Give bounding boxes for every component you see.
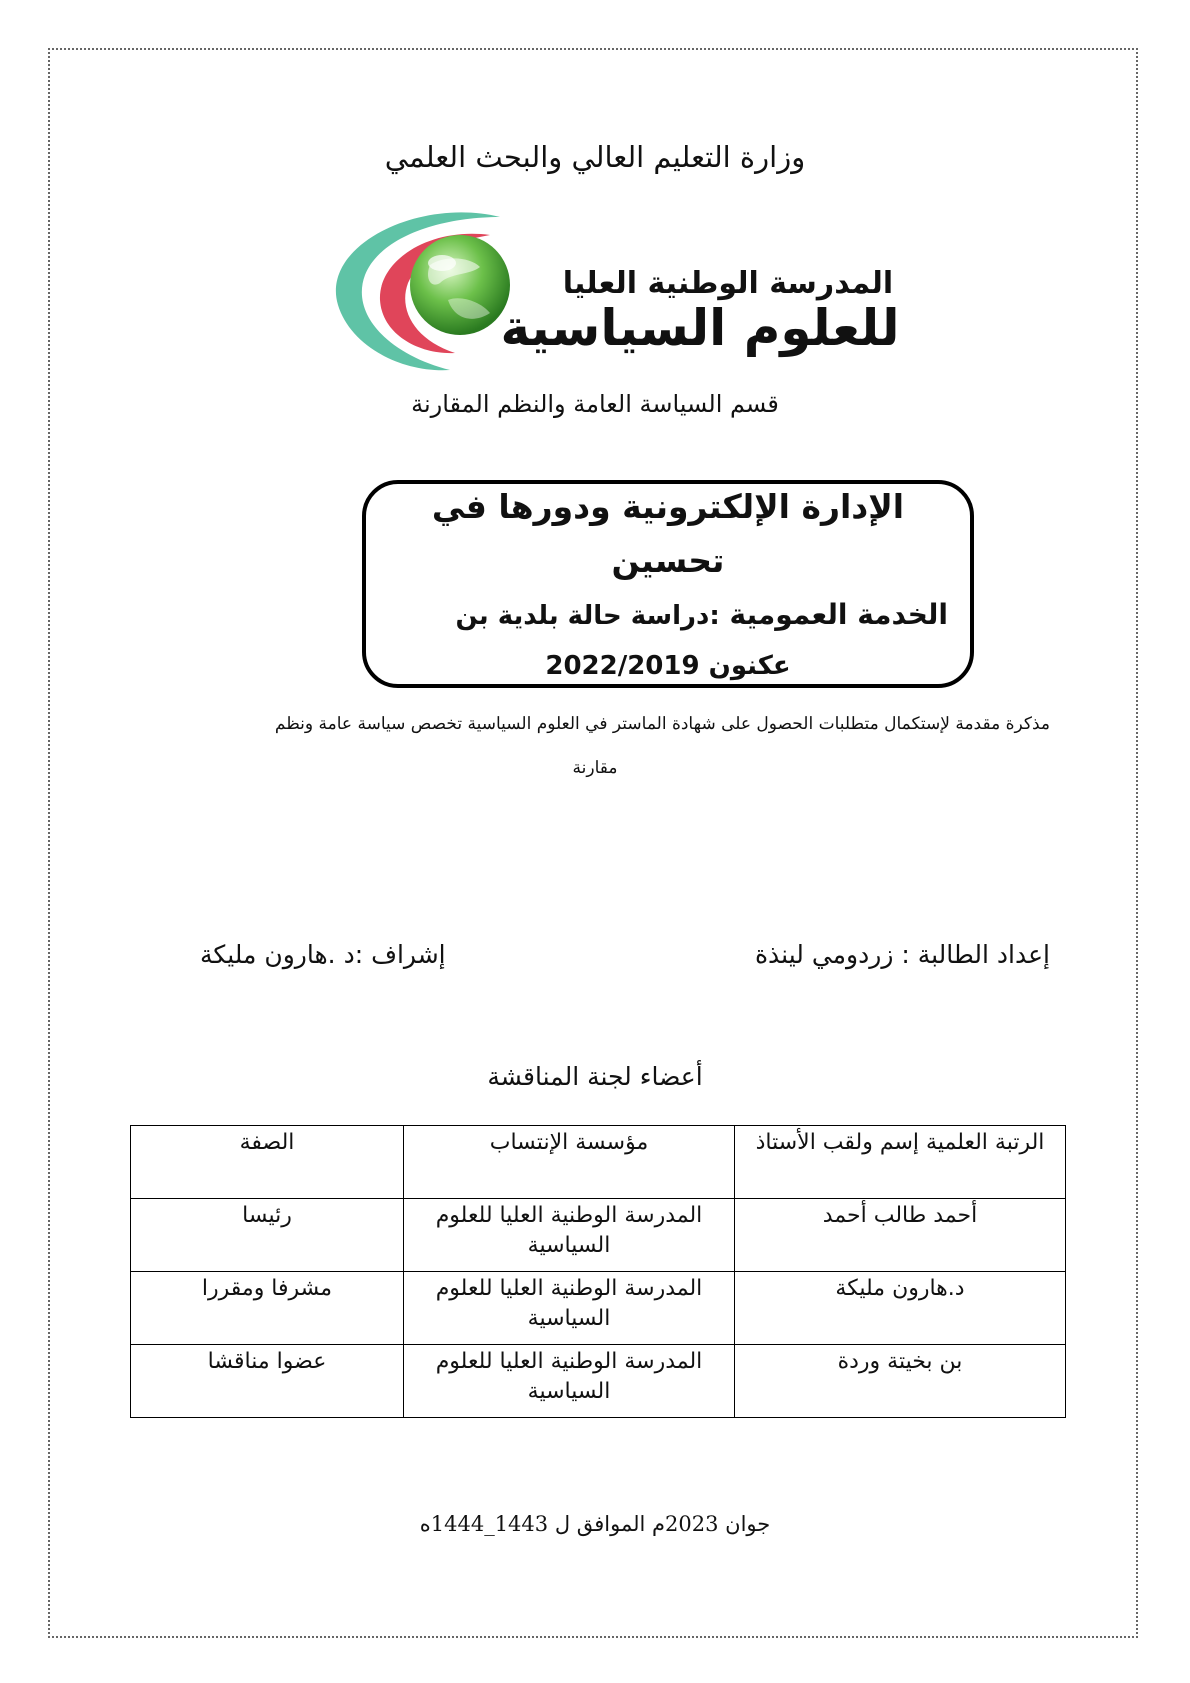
- logo-text-top: المدرسة الوطنية العليا: [562, 266, 894, 301]
- title-line-2-main: الخدمة العمومية: [729, 597, 948, 631]
- member-institution: المدرسة الوطنية العليا للعلوم السياسية: [404, 1272, 735, 1345]
- member-institution: المدرسة الوطنية العليا للعلوم السياسية: [404, 1199, 735, 1272]
- member-role: مشرفا ومقررا: [131, 1272, 404, 1345]
- member-name: بن بخيتة وردة: [735, 1345, 1066, 1418]
- submission-date: جوان 2023م الموافق ل 1443_1444ه: [419, 1512, 771, 1536]
- thesis-note-cont: مقارنة: [572, 758, 618, 778]
- member-name: د.هارون مليكة: [735, 1272, 1066, 1345]
- table-row: [131, 1272, 1066, 1345]
- member-role: عضوا مناقشا: [131, 1345, 404, 1418]
- thesis-note: مذكرة مقدمة لإستكمال متطلبات الحصول على شهادة الماستر في العلوم السياسية تخصص سياسة عامة ونظم: [274, 714, 1050, 734]
- table-row: [131, 1199, 1066, 1272]
- committee-table: [130, 1125, 1066, 1418]
- ministry-title: وزارة التعليم العالي والبحث العلمي: [384, 140, 806, 174]
- member-name: أحمد طالب أحمد: [735, 1199, 1066, 1272]
- student-name: إعداد الطالبة : زردومي لينذة: [754, 940, 1050, 969]
- thesis-title-box: [362, 480, 974, 688]
- header-role: الصفة: [131, 1126, 404, 1199]
- table-row: [131, 1345, 1066, 1418]
- header-name: الرتبة العلمية إسم ولقب الأستاذ: [735, 1126, 1066, 1199]
- school-logo: [330, 205, 910, 375]
- member-institution: المدرسة الوطنية العليا للعلوم السياسية: [404, 1345, 735, 1418]
- table-header-row: [131, 1126, 1066, 1199]
- title-line-2: [388, 588, 948, 643]
- committee-title: أعضاء لجنة المناقشة: [487, 1062, 703, 1091]
- title-line-2-sub: :دراسة حالة بلدية بن: [455, 600, 720, 631]
- member-role: رئيسا: [131, 1199, 404, 1272]
- supervisor-name: إشراف :د .هارون مليكة: [200, 940, 446, 969]
- title-line-3: عكنون 2022/2019: [545, 650, 791, 681]
- department-name: قسم السياسة العامة والنظم المقارنة: [411, 390, 779, 418]
- title-line-1: الإدارة الإلكترونية ودورها في تحسين: [431, 486, 905, 580]
- logo-text-bottom: للعلوم السياسية: [500, 299, 900, 357]
- header-institution: مؤسسة الإنتساب: [404, 1126, 735, 1199]
